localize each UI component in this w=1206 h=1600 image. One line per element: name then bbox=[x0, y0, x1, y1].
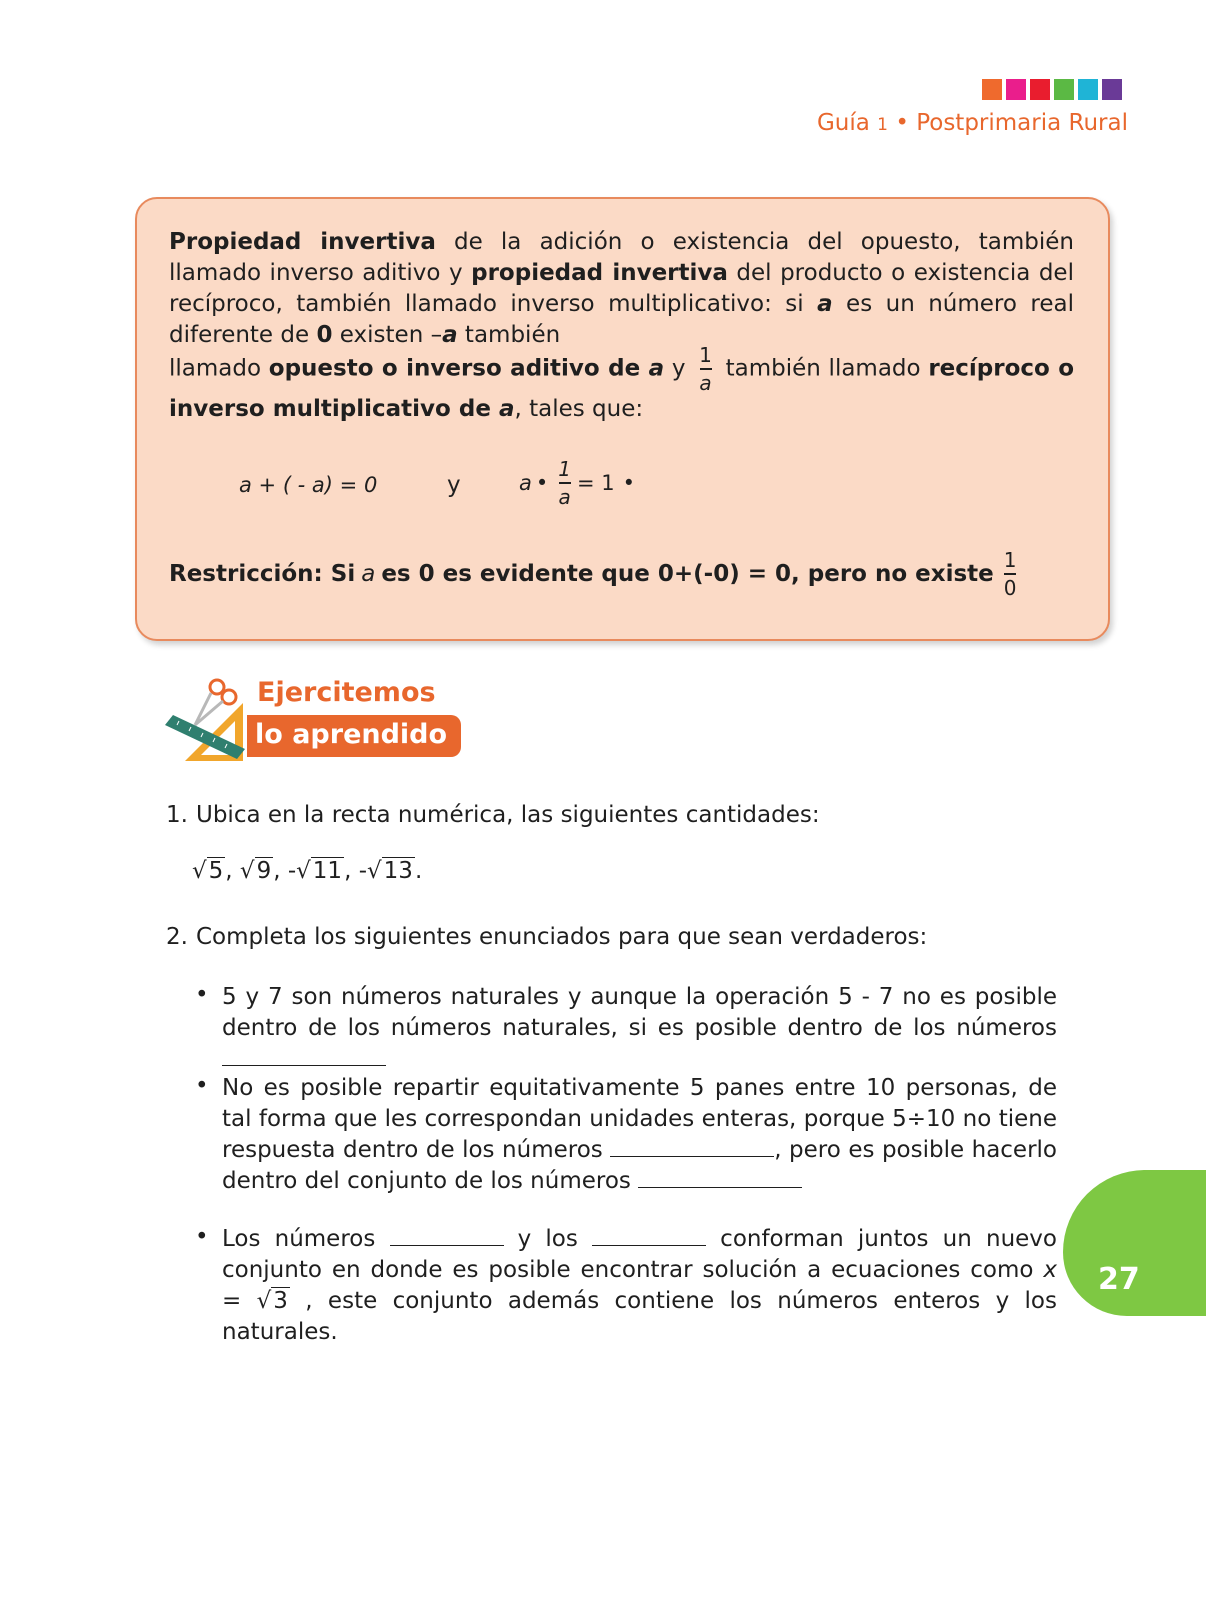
color-strip bbox=[982, 79, 1122, 100]
answer-blank[interactable] bbox=[638, 1167, 802, 1188]
additive-inverse-equation: a + ( - a) = 0 bbox=[239, 473, 378, 497]
question-1: 1. Ubica en la recta numérica, las siguientes cantidades: bbox=[166, 802, 820, 828]
bullet-1-marker: • bbox=[195, 982, 209, 1008]
ruler-scissors-icon bbox=[165, 675, 247, 761]
bullet-2-marker: • bbox=[195, 1073, 209, 1099]
strip-block-magenta bbox=[1006, 79, 1026, 100]
header-title: Guía 1 • Postprimaria Rural bbox=[816, 110, 1128, 136]
definition-paragraph-1: Propiedad invertiva de la adición o existencia del opuesto, también llamado inverso aditivo y propiedad invertiva del producto o existencia del recíproco, también llamado inverso multiplicativo: si a es un número real diferente de 0 existen –a también bbox=[169, 229, 1074, 348]
restriction-note: Restricción: Si a es 0 es evidente que 0+(-0) = 0, pero no existe $\frac{1}{0}$ bbox=[169, 548, 1017, 600]
bullet-2-text: No es posible repartir equitativamente 5 panes entre 10 personas, de tal forma que les correspondan unidades enteras, porque 5÷10 no tiene respuesta dentro de los números , pero es posible hacerlo dentro del conjunto de los números bbox=[222, 1075, 1058, 1194]
answer-blank[interactable] bbox=[390, 1225, 504, 1246]
section-title-line-2: lo aprendido bbox=[247, 715, 461, 757]
page-number: 27 bbox=[1098, 1262, 1140, 1297]
strip-block-green bbox=[1054, 79, 1074, 100]
section-title-line-1: Ejercitemos bbox=[257, 677, 436, 708]
answer-blank[interactable] bbox=[610, 1136, 774, 1157]
answer-blank[interactable] bbox=[222, 1045, 386, 1066]
multiplicative-inverse-equation: a • $\frac{1}{a}$ = 1 • bbox=[519, 457, 636, 509]
bullet-3-text: Los números y los conforman juntos un nuevo conjunto en donde es posible encontrar solución a ecuaciones como x = √3 , este conjunto además contiene los números enteros y los naturales. bbox=[222, 1226, 1057, 1345]
question-2: 2. Completa los siguientes enunciados para que sean verdaderos: bbox=[166, 924, 928, 950]
answer-blank[interactable] bbox=[592, 1225, 706, 1246]
square-roots-list: √5, √9, -√11, -√13. bbox=[192, 858, 423, 884]
equation-connector: y bbox=[447, 472, 461, 498]
definition-box bbox=[135, 197, 1110, 641]
strip-block-cyan bbox=[1078, 79, 1098, 100]
bullet-3-marker: • bbox=[195, 1224, 209, 1250]
strip-block-orange bbox=[982, 79, 1002, 100]
strip-block-purple bbox=[1102, 79, 1122, 100]
strip-block-red bbox=[1030, 79, 1050, 100]
definition-paragraph-2: llamado opuesto o inverso aditivo de a y $\frac{1}{a}$ también llamado recíproco o inverso multiplicativo de a, tales que: bbox=[169, 343, 1075, 422]
bullet-1-text: 5 y 7 son números naturales y aunque la operación 5 - 7 no es posible dentro de los números naturales, si es posible dentro de los números bbox=[222, 982, 1057, 1075]
reciprocal-fraction: $\frac{1}{a}$ bbox=[699, 343, 712, 395]
